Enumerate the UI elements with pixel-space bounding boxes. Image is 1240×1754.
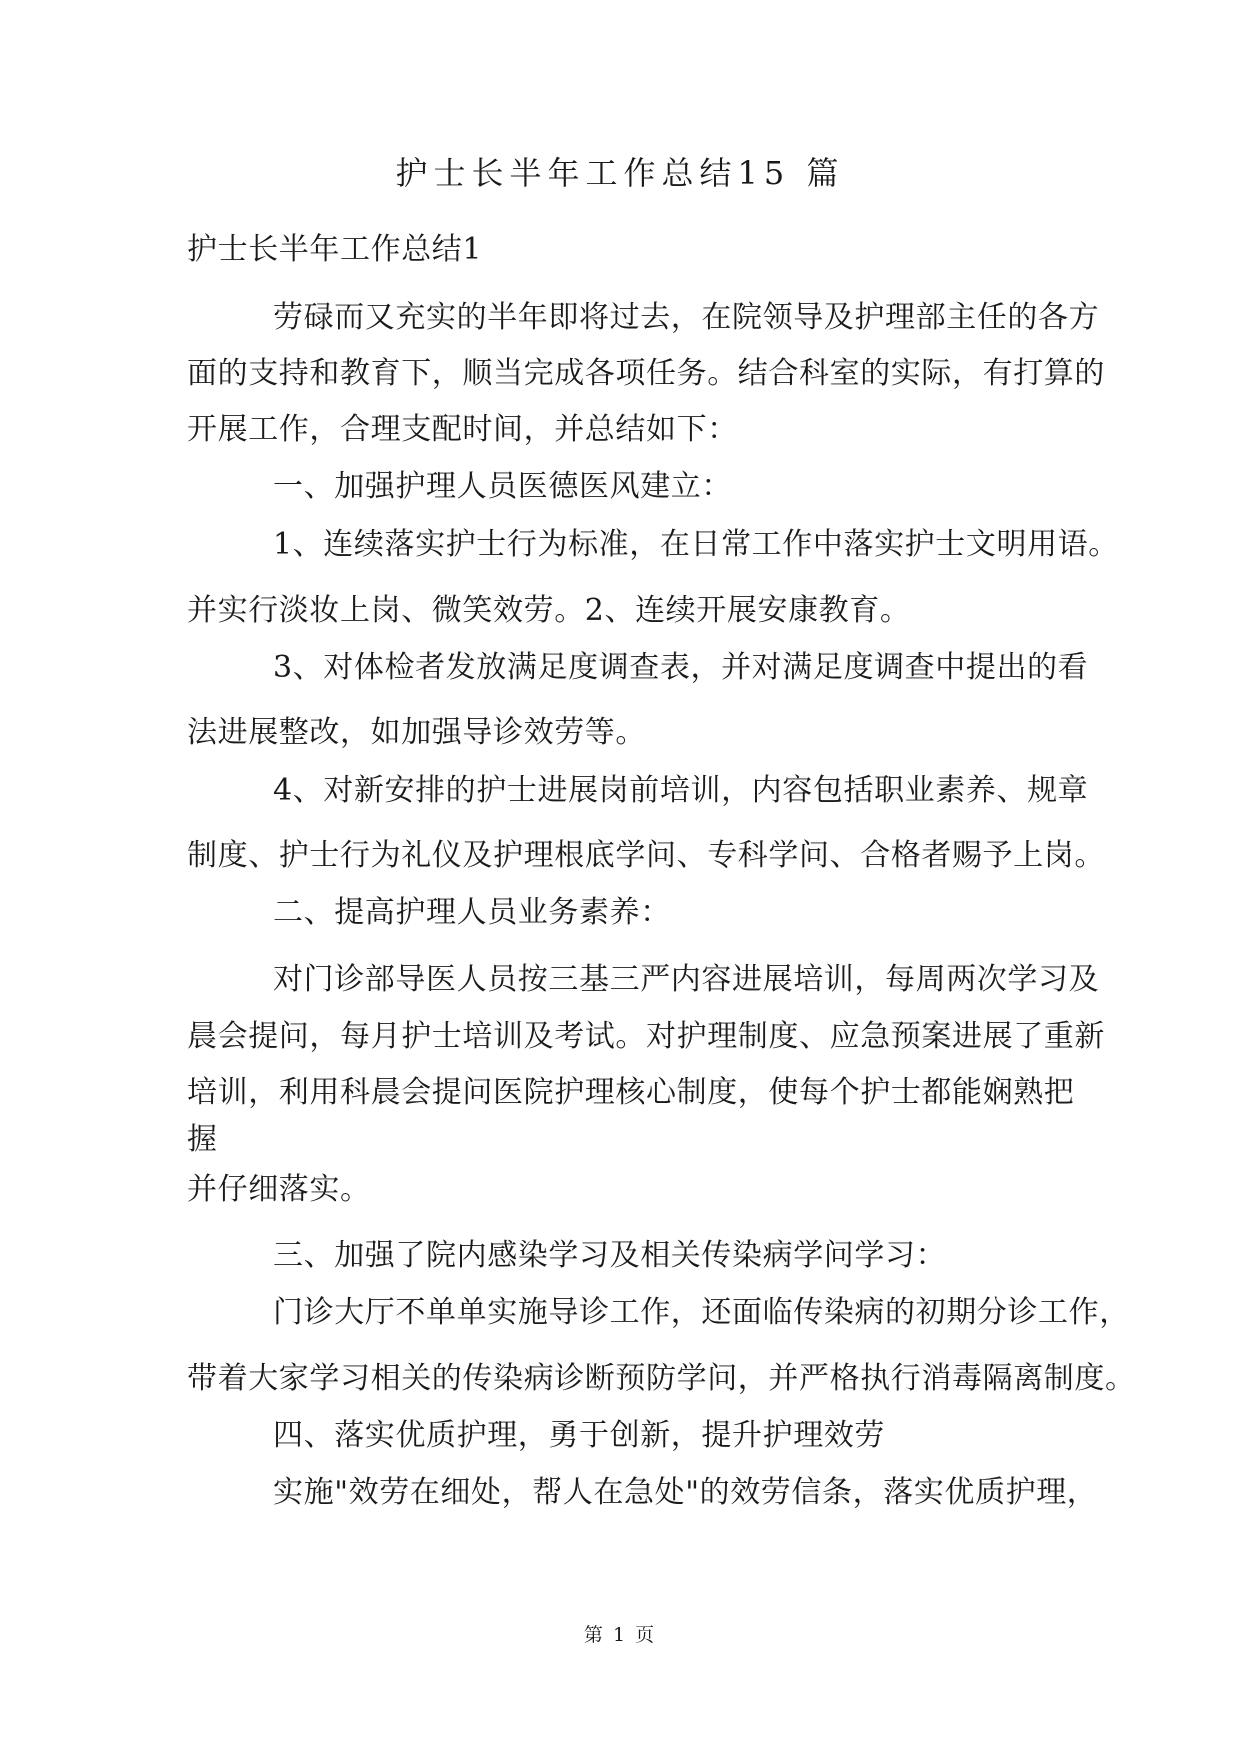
paragraph-line: 法进展整改，如加强导诊效劳等。 bbox=[187, 715, 646, 750]
paragraph-line: 4、对新安排的护士进展岗前培训，内容包括职业素养、规章 bbox=[273, 773, 1089, 808]
subheading-line: 四、落实优质护理，勇于创新，提升护理效劳 bbox=[273, 1418, 885, 1453]
paragraph-line: 实施"效劳在细处，帮人在急处"的效劳信条，落实优质护理， bbox=[273, 1475, 1098, 1510]
subheading-line: 二、提高护理人员业务素养： bbox=[273, 895, 671, 930]
paragraph-line: 制度、护士行为礼仪及护理根底学问、专科学问、合格者赐予上岗。 bbox=[187, 838, 1105, 873]
subheading-line: 一、加强护理人员医德医风建立： bbox=[273, 469, 732, 504]
paragraph-line: 晨会提问，每月护士培训及考试。对护理制度、应急预案进展了重新 bbox=[187, 1019, 1105, 1054]
paragraph-line: 并仔细落实。 bbox=[187, 1172, 371, 1207]
paragraph-line: 握 bbox=[187, 1122, 218, 1157]
paragraph-line: 面的支持和教育下，顺当完成各项任务。结合科室的实际，有打算的 bbox=[187, 356, 1105, 391]
document-title: 护士长半年工作总结15 篇 bbox=[395, 154, 845, 192]
paragraph-line: 并实行淡妆上岗、微笑效劳。2、连续开展安康教育。 bbox=[187, 593, 911, 628]
section-heading: 护士长半年工作总结1 bbox=[187, 232, 483, 267]
paragraph-line: 带着大家学习相关的传染病诊断预防学问，并严格执行消毒隔离制度。 bbox=[187, 1361, 1136, 1396]
paragraph-line: 3、对体检者发放满足度调查表，并对满足度调查中提出的看 bbox=[273, 650, 1089, 685]
subheading-line: 三、加强了院内感染学习及相关传染病学问学习： bbox=[273, 1238, 947, 1273]
paragraph-line: 门诊大厅不单单实施导诊工作，还面临传染病的初期分诊工作， bbox=[273, 1295, 1130, 1330]
page-number: 第 1 页 bbox=[583, 1624, 657, 1646]
paragraph-line: 培训，利用科晨会提问医院护理核心制度，使每个护士都能娴熟把 bbox=[187, 1075, 1075, 1110]
paragraph-line: 开展工作，合理支配时间，并总结如下： bbox=[187, 412, 738, 447]
paragraph-line: 劳碌而又充实的半年即将过去，在院领导及护理部主任的各方 bbox=[273, 300, 1100, 335]
paragraph-line: 对门诊部导医人员按三基三严内容进展培训，每周两次学习及 bbox=[273, 962, 1100, 997]
paragraph-line: 1、连续落实护士行为标准，在日常工作中落实护士文明用语。 bbox=[273, 527, 1119, 562]
